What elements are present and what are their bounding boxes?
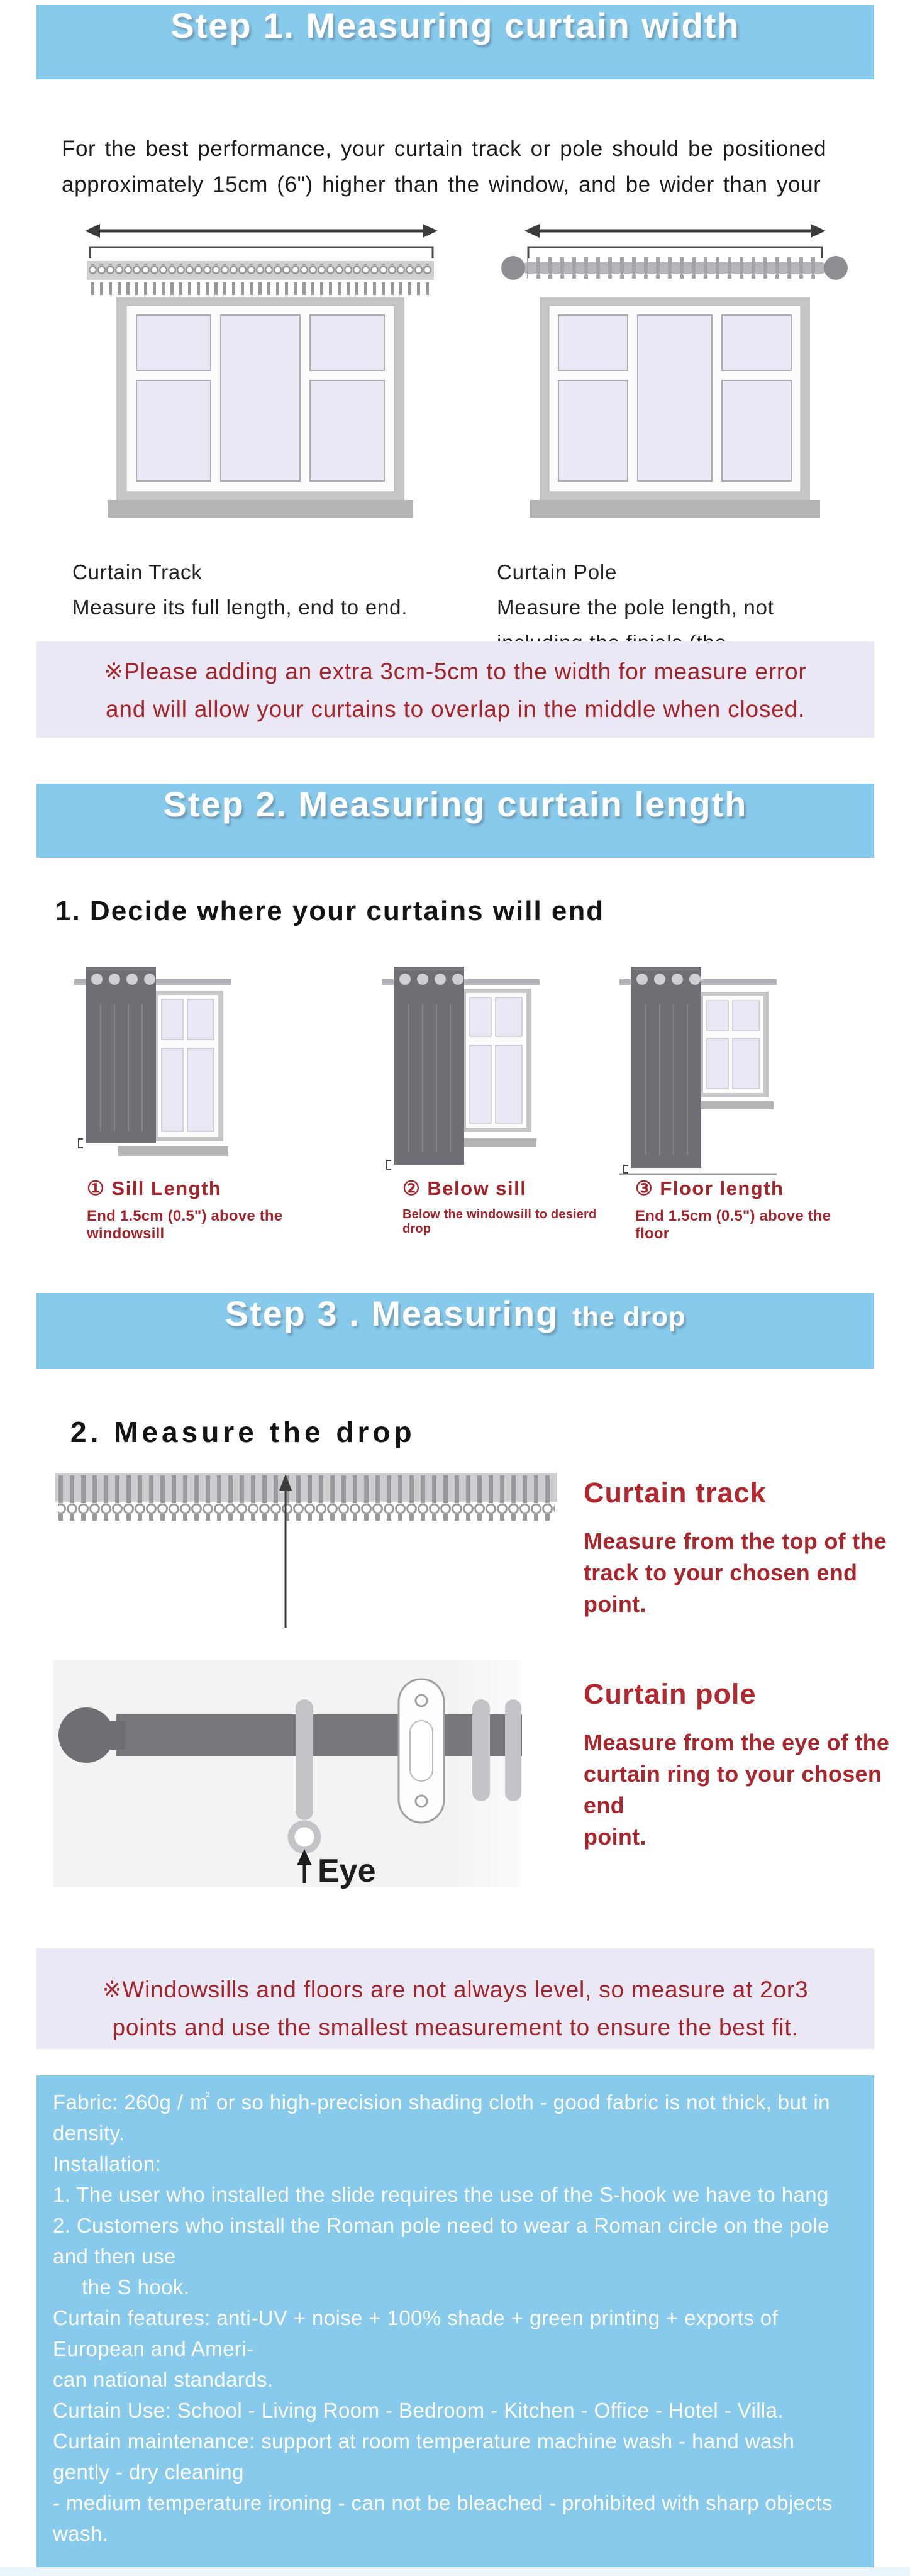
detail-use: Curtain Use: School - Living Room - Bedroom - Kitchen - Office - Hotel - Villa. bbox=[53, 2399, 784, 2422]
curtain-graphic bbox=[394, 967, 464, 1165]
track-instructions-line-2: track to your chosen end point. bbox=[584, 1560, 858, 1617]
track-instructions-line-1: Measure from the top of the bbox=[584, 1528, 887, 1554]
eye-label: Eye bbox=[318, 1853, 376, 1889]
sill-length-diagram bbox=[74, 960, 231, 1177]
curtain-track-window-diagram bbox=[71, 209, 452, 535]
curtain-ring bbox=[472, 1699, 490, 1801]
option-desc: End 1.5cm (0.5") above the floor bbox=[635, 1208, 831, 1242]
level-note-line-2: points and use the smallest measurement to ensure the best fit. bbox=[112, 2014, 799, 2040]
pole-graphic bbox=[58, 1707, 522, 1763]
option-label-floor bbox=[635, 1177, 862, 1243]
track-caption-title: Curtain Track bbox=[72, 560, 203, 584]
detail-fabric: Fabric: 260g / ㎡ or so high-precision shading cloth - good fabric is not thick, but in density. bbox=[53, 2090, 830, 2145]
option-title: ③ Floor length bbox=[635, 1177, 784, 1199]
option-desc: End 1.5cm (0.5") above the windowsill bbox=[87, 1208, 283, 1242]
step2-banner-title: Step 2. Measuring curtain length bbox=[163, 784, 748, 824]
curtain-track-graphic bbox=[87, 261, 434, 295]
windowsill bbox=[530, 500, 820, 518]
width-note-line-2: and will allow your curtains to overlap in the middle when closed. bbox=[106, 696, 805, 722]
level-note bbox=[36, 1948, 874, 2049]
step1-banner-title: Step 1. Measuring curtain width bbox=[170, 6, 740, 45]
width-note-line-1: ※Please adding an extra 3cm-5cm to the width for measure error bbox=[104, 658, 807, 684]
step3-heading: 2. Measure the drop bbox=[70, 1416, 416, 1448]
option-title: ② Below sill bbox=[402, 1177, 527, 1199]
track-instructions bbox=[584, 1477, 892, 1620]
step1-intro bbox=[62, 131, 885, 203]
wall-bracket bbox=[399, 1679, 444, 1823]
step1-banner bbox=[36, 5, 874, 79]
windowsill bbox=[108, 500, 413, 518]
step3-banner-subtitle: the drop bbox=[572, 1302, 686, 1332]
width-arrow bbox=[85, 224, 438, 258]
window-graphic bbox=[692, 992, 774, 1109]
width-arrow bbox=[524, 224, 826, 258]
detail-install-2: 2. Customers who install the Roman pole need to wear a Roman circle on the pole and then use bbox=[53, 2214, 830, 2268]
width-note bbox=[36, 641, 874, 738]
track-caption-line: Measure its full length, end to end. bbox=[72, 596, 408, 619]
product-details-panel bbox=[36, 2075, 874, 2567]
option-desc: Below the windowsill to desierd drop bbox=[402, 1208, 597, 1236]
curtain-pole-graphic bbox=[501, 256, 848, 280]
curtain-graphic bbox=[631, 967, 701, 1168]
step2-heading: 1. Decide where your curtains will end bbox=[55, 896, 605, 926]
intro-line-2: approximately 15cm (6") higher than the window, and be wider than your bbox=[62, 172, 821, 197]
step3-banner-title: Step 3 . Measuring bbox=[225, 1294, 559, 1333]
detail-installation: Installation: bbox=[53, 2152, 162, 2175]
measure-mark bbox=[624, 1165, 628, 1173]
curtain-ring bbox=[505, 1699, 521, 1801]
pole-instructions-title: Curtain pole bbox=[584, 1678, 757, 1710]
pole-caption-title: Curtain Pole bbox=[497, 560, 618, 584]
detail-maintenance-2: - medium temperature ironing - can not be bleached - prohibited with sharp objects wash. bbox=[53, 2491, 833, 2545]
floor-length-diagram bbox=[619, 960, 777, 1177]
below-sill-diagram bbox=[382, 960, 540, 1177]
intro-line-1: For the best performance, your curtain track or pole should be positioned bbox=[62, 136, 827, 161]
finial-left bbox=[501, 256, 525, 280]
curtain-graphic bbox=[86, 967, 156, 1143]
pole-caption-line-1: Measure the pole length, not bbox=[497, 596, 774, 619]
curtain-pole-window-diagram bbox=[497, 209, 852, 535]
window-graphic bbox=[108, 297, 413, 518]
step2-banner bbox=[36, 784, 874, 858]
track-caption bbox=[72, 555, 491, 625]
track-instructions-title: Curtain track bbox=[584, 1477, 767, 1509]
detail-features: Curtain features: anti-UV + noise + 100% shade + green printing + exports of European and Ameri- bbox=[53, 2306, 779, 2360]
measure-mark bbox=[79, 1139, 83, 1148]
measure-mark bbox=[387, 1160, 391, 1169]
option-title: ① Sill Length bbox=[87, 1177, 222, 1199]
curtain-track-closeup bbox=[55, 1470, 558, 1631]
bottom-edge bbox=[0, 2567, 910, 2576]
detail-install-1: 1. The user who installed the slide requires the use of the S-hook we have to hang bbox=[53, 2183, 829, 2206]
pole-instructions-line-2: curtain ring to your chosen end bbox=[584, 1761, 882, 1818]
windowsill bbox=[692, 1101, 774, 1109]
detail-install-2b: the S hook. bbox=[82, 2275, 190, 2299]
detail-maintenance: Curtain maintenance: support at room temperature machine wash - hand wash gently - dry cleaning bbox=[53, 2429, 795, 2484]
pole-instructions-line-3: point. bbox=[584, 1824, 646, 1850]
step3-banner bbox=[36, 1293, 874, 1368]
detail-features-2: can national standards. bbox=[53, 2368, 274, 2391]
pole-instructions-line-1: Measure from the eye of the bbox=[584, 1729, 890, 1755]
pole-instructions bbox=[584, 1678, 910, 1853]
option-label-below-sill bbox=[402, 1177, 610, 1236]
eye-ring bbox=[291, 1824, 318, 1850]
window-graphic bbox=[530, 297, 820, 518]
curtain-pole-closeup bbox=[53, 1660, 522, 1890]
option-label-sill bbox=[87, 1177, 294, 1243]
finial bbox=[58, 1707, 114, 1763]
finial-right bbox=[824, 256, 848, 280]
level-note-line-1: ※Windowsills and floors are not always level, so measure at 2or3 bbox=[102, 1977, 809, 2002]
windowsill bbox=[118, 1146, 228, 1156]
